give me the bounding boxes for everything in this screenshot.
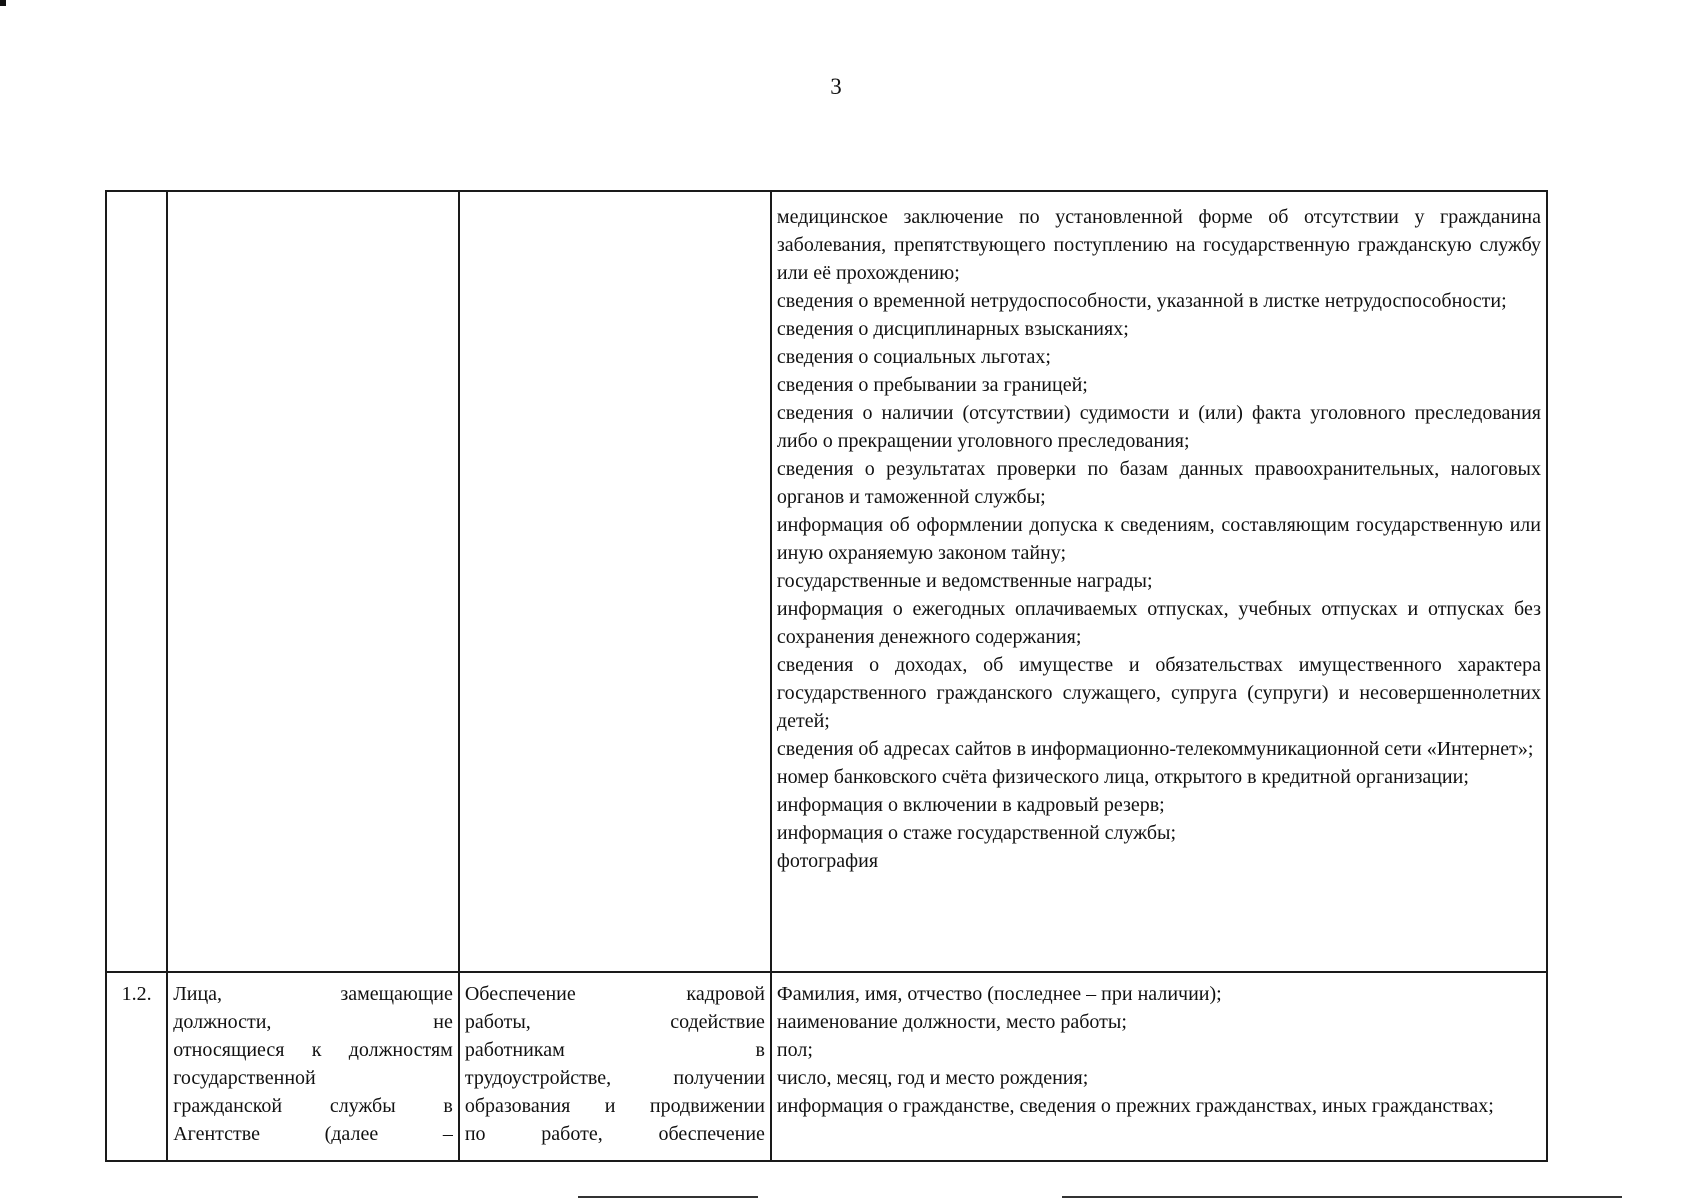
data-item: наименование должности, место работы; <box>776 1011 1127 1033</box>
category-cell <box>167 191 459 972</box>
table-row <box>106 972 1547 1161</box>
data-item: сведения о дисциплинарных взысканиях; <box>776 318 1129 340</box>
data-item: информация о включении в кадровый резерв; <box>776 794 1165 816</box>
data-item: сведения о результатах проверки по базам данных правоохранительных, налоговых органов и таможенной службы; <box>776 458 1541 508</box>
table-row <box>106 191 1547 972</box>
data-item: сведения о временной нетрудоспособности, указанной в листке нетрудоспособности; <box>776 290 1507 312</box>
category-line: Агентстве (далее – <box>173 1123 453 1145</box>
category-line: государственной <box>173 1067 316 1089</box>
data-item: сведения о пребывании за границей; <box>776 374 1088 396</box>
data-item: информация о гражданстве, сведения о прежних гражданствах, иных гражданствах; <box>776 1095 1494 1117</box>
data-item: информация о ежегодных оплачиваемых отпусках, учебных отпусках и отпусках без сохранения денежного содержания; <box>776 598 1541 648</box>
data-item: государственные и ведомственные награды; <box>776 570 1153 592</box>
data-item: номер банковского счёта физического лица, открытого в кредитной организации; <box>776 766 1469 788</box>
purpose-line: трудоустройстве, получении <box>464 1067 765 1089</box>
data-item: фотография <box>776 850 879 872</box>
page-number: 3 <box>830 74 842 99</box>
category-line: гражданской службы в <box>173 1095 453 1117</box>
category-line: должности, не <box>173 1011 453 1033</box>
category-line: Лица, замещающие <box>173 983 453 1005</box>
data-item: сведения о наличии (отсутствии) судимости и (или) факта уголовного преследования либо о прекращении уголовного преследования; <box>776 402 1541 452</box>
scan-artifact-line <box>1062 1196 1622 1198</box>
purpose-cell <box>459 191 771 972</box>
data-list-cell <box>771 972 1547 1161</box>
data-item: информация о стаже государственной службы; <box>776 822 1176 844</box>
data-item: информация об оформлении допуска к сведениям, составляющим государственную или иную охраняемую законом тайну; <box>776 514 1541 564</box>
data-item: сведения о социальных льготах; <box>776 346 1051 368</box>
scan-edge-mark <box>0 0 6 6</box>
purpose-line: по работе, обеспечение <box>464 1123 765 1145</box>
purpose-line: образования и продвижении <box>464 1095 765 1117</box>
scan-artifact-line <box>578 1196 758 1198</box>
personal-data-table <box>105 190 1548 1162</box>
purpose-line: Обеспечение кадровой <box>464 983 765 1005</box>
row-number-cell: 1.2. <box>106 972 167 1161</box>
category-cell <box>167 972 459 1161</box>
data-item: сведения об адресах сайтов в информационно-телекоммуникационной сети «Интернет»; <box>776 738 1534 760</box>
data-item: число, месяц, год и место рождения; <box>776 1067 1089 1089</box>
purpose-line: работы, содействие <box>464 1011 765 1033</box>
data-item: пол; <box>776 1039 813 1061</box>
data-item: Фамилия, имя, отчество (последнее – при наличии); <box>776 983 1222 1005</box>
purpose-cell <box>459 972 771 1161</box>
category-line: относящиеся к должностям <box>173 1039 453 1061</box>
data-item: медицинское заключение по установленной форме об отсутствии у гражданина заболевания, препятствующего поступлению на государственную гражданскую службу или её прохождению; <box>776 206 1541 284</box>
data-item: сведения о доходах, об имуществе и обязательствах имущественного характера государственного гражданского служащего, супруга (супруги) и несовершеннолетних детей; <box>776 654 1541 732</box>
purpose-line: работникам в <box>464 1039 765 1061</box>
row-number-cell <box>106 191 167 972</box>
data-list-cell <box>771 191 1547 972</box>
